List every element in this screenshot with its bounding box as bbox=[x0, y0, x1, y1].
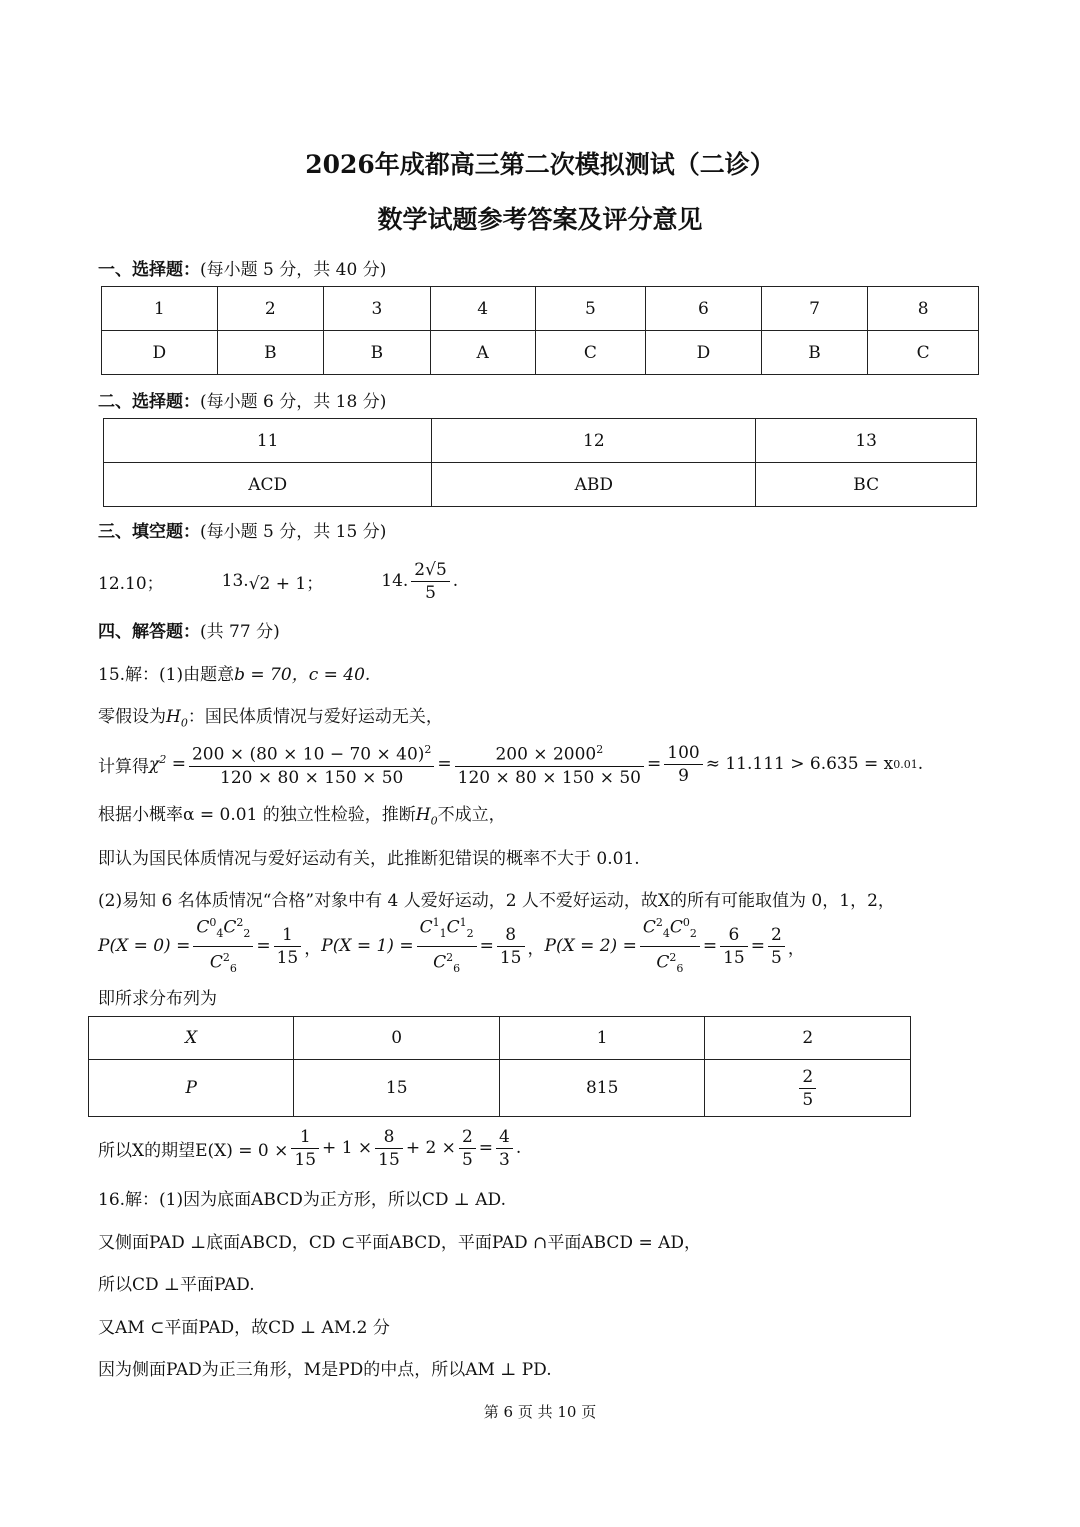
section-3-title: 三、填空题： bbox=[98, 522, 200, 542]
numerator: 2 bbox=[459, 1126, 476, 1149]
p2-fraction-2 bbox=[768, 924, 785, 969]
chi-result: ≈ 11.111 > 6.635 = x bbox=[705, 754, 894, 774]
table-cell: 1 bbox=[102, 287, 218, 331]
numerator-text: 200 × (80 × 10 − 70 × 40) bbox=[191, 744, 425, 765]
table-row bbox=[102, 331, 979, 375]
combination-fraction bbox=[193, 912, 253, 979]
ex-fraction bbox=[459, 1126, 476, 1171]
numerator: $200 \times (80 \times 10 - 70 \times 40)^2$ bbox=[189, 739, 434, 767]
q15-text: 根据小概率α = 0.01 的独立性检验，推断 bbox=[98, 805, 416, 825]
q15-text: 零假设为 bbox=[98, 707, 166, 727]
section-3-heading bbox=[98, 517, 386, 542]
denominator: 9 bbox=[678, 765, 689, 786]
distribution-table bbox=[88, 1016, 911, 1117]
q15-text: 不成立， bbox=[437, 805, 506, 825]
table-cell: D bbox=[102, 331, 218, 375]
table-cell bbox=[705, 1060, 911, 1117]
denominator: 15 bbox=[294, 1149, 317, 1170]
table-cell: BC bbox=[756, 463, 977, 507]
denominator: 5 bbox=[771, 947, 782, 968]
chi-fraction-1 bbox=[189, 739, 434, 789]
cell-text: P bbox=[185, 1078, 197, 1098]
table-cell: A bbox=[430, 331, 535, 375]
denominator: 5 bbox=[461, 1149, 473, 1170]
denominator: $C^2_6$ bbox=[209, 950, 237, 975]
table-row bbox=[89, 1017, 911, 1060]
table-cell: C bbox=[535, 331, 646, 375]
h0-symbol: $H_0$ bbox=[166, 707, 188, 730]
q15-chi-square-line: 计算得 $\chi^2$ = $\frac{200 \times (80 \times 10 - 70 \times 40)^2}{120 \times 80 \times 150 \times 50}$ = $\frac{200 \times 2000^2}{120 \times 80 \times 150 \times 50}$ = $\frac{100}{9}$ ≈ 11.111 > 6.635 = x 0.01 . bbox=[98, 738, 923, 790]
table-cell: 11 bbox=[104, 419, 432, 463]
answer-14-label: 14. bbox=[381, 571, 409, 591]
table-cell: 3 bbox=[324, 287, 431, 331]
section-2-heading bbox=[98, 387, 386, 412]
table-cell: 7 bbox=[761, 287, 868, 331]
section-4-note: (共 77 分) bbox=[200, 622, 280, 642]
h0-symbol: $H_0$ bbox=[415, 805, 438, 828]
table-cell: ABD bbox=[432, 463, 756, 507]
numerator: 4 bbox=[496, 1126, 513, 1149]
numerator: $C^0_4C^2_2$ bbox=[193, 912, 253, 946]
denominator: 5 bbox=[802, 1089, 814, 1110]
page-title: 2026年成都高三第二次模拟测试（二诊） bbox=[305, 150, 775, 179]
table-row bbox=[89, 1060, 911, 1117]
denominator: 15 bbox=[276, 947, 299, 968]
table-cell: 12 bbox=[432, 419, 756, 463]
section-4-title: 四、解答题： bbox=[98, 622, 200, 642]
table-cell: 13 bbox=[756, 419, 977, 463]
numerator-text: 200 × 2000 bbox=[495, 744, 597, 765]
q15-line-2 bbox=[98, 702, 443, 729]
denominator: 15 bbox=[378, 1149, 400, 1170]
section-1-title: 一、选择题： bbox=[98, 260, 200, 280]
cell-fraction bbox=[799, 1066, 816, 1111]
q16-line-5: 因为侧面PAD为正三角形，M是PD的中点，所以AM ⊥ PD. bbox=[98, 1360, 552, 1380]
section-4-heading bbox=[98, 617, 280, 642]
expectation-text: . bbox=[515, 1138, 522, 1158]
q15-expectation-line bbox=[98, 1122, 521, 1174]
table-cell: 6 bbox=[646, 287, 762, 331]
numerator: 100 bbox=[664, 742, 702, 765]
combination-fraction bbox=[417, 912, 477, 979]
denominator: $C^2_6$ bbox=[656, 950, 684, 975]
section-2-answer-table bbox=[103, 418, 977, 507]
numerator: $C^1_1C^1_2$ bbox=[417, 912, 477, 946]
answer-13: √2 + 1； bbox=[248, 573, 324, 594]
section-3-note: (每小题 5 分，共 15 分) bbox=[200, 522, 387, 542]
section-2-note: (每小题 6 分，共 18 分) bbox=[200, 392, 387, 412]
numerator: $200 \times 2000^2$ bbox=[455, 739, 644, 767]
numerator: 2 bbox=[768, 924, 785, 947]
expectation-text: = bbox=[478, 1138, 494, 1158]
q15-math: b = 70，c = 40. bbox=[234, 665, 371, 685]
q15-text: ：国民体质情况与爱好运动无关， bbox=[187, 707, 443, 727]
table-cell: 0 bbox=[294, 1017, 499, 1060]
answer-12: 12.10； bbox=[98, 573, 164, 594]
numerator: $C^2_4C^0_2$ bbox=[640, 912, 700, 946]
q15-line-4 bbox=[98, 800, 506, 827]
numerator: 1 bbox=[291, 1126, 319, 1149]
table-cell: 1 bbox=[499, 1017, 705, 1060]
denominator: 120 × 80 × 150 × 50 bbox=[457, 767, 641, 788]
combination-fraction bbox=[640, 912, 700, 979]
section-1-note: (每小题 5 分，共 40 分) bbox=[200, 260, 387, 280]
p0-fraction bbox=[274, 924, 302, 969]
table-cell: D bbox=[646, 331, 762, 375]
page-subtitle: 数学试题参考答案及评分意见 bbox=[377, 205, 703, 234]
answer-14-fraction bbox=[411, 559, 449, 604]
page-footer: 第 6 页 共 10 页 bbox=[483, 1403, 597, 1421]
q15-line-1 bbox=[98, 660, 370, 685]
numerator: 2√5 bbox=[411, 559, 449, 582]
expectation-text: 所以X的期望E(X) = 0 × bbox=[98, 1140, 289, 1161]
table-cell: B bbox=[761, 331, 868, 375]
section-1-heading bbox=[98, 255, 386, 280]
denominator: 120 × 80 × 150 × 50 bbox=[220, 767, 404, 788]
numerator: 8 bbox=[375, 1126, 403, 1149]
q15-text: 15.解：(1)由题意 bbox=[98, 665, 235, 685]
table-cell bbox=[89, 1060, 294, 1117]
q15-text: 计算得 bbox=[98, 756, 149, 777]
q15-line-6: (2)易知 6 名体质情况“合格”对象中有 4 人爱好运动，2 人不爱好运动，故X的所有可能取值为 0，1，2， bbox=[98, 891, 895, 911]
numerator: 8 bbox=[497, 924, 525, 947]
table-row bbox=[102, 287, 979, 331]
answer-14-end: . bbox=[452, 571, 459, 591]
answer-13-label: 13. bbox=[221, 571, 249, 591]
expectation-text: + 1 × bbox=[322, 1138, 373, 1158]
table-cell: 815 bbox=[499, 1060, 705, 1117]
denominator: $C^2_6$ bbox=[433, 950, 461, 975]
fill-in-answers bbox=[98, 556, 458, 606]
p2-fraction-1 bbox=[720, 924, 748, 969]
expectation-text: + 2 × bbox=[405, 1138, 456, 1158]
chi-fraction-3 bbox=[664, 742, 702, 787]
table-cell: 4 bbox=[430, 287, 535, 331]
q16-line-2: 又侧面PAD ⊥底面ABCD，CD ⊂平面ABCD，平面PAD ∩平面ABCD = AD， bbox=[98, 1233, 702, 1253]
q15-line-5: 即认为国民体质情况与爱好运动有关，此推断犯错误的概率不大于 0.01. bbox=[98, 849, 640, 869]
cell-text: X bbox=[185, 1028, 198, 1048]
section-1-answer-table bbox=[101, 286, 979, 375]
denominator: 3 bbox=[499, 1149, 510, 1170]
p1-fraction bbox=[497, 924, 525, 969]
table-cell: 2 bbox=[705, 1017, 911, 1060]
table-cell bbox=[89, 1017, 294, 1060]
numerator: 1 bbox=[274, 924, 302, 947]
table-cell: ACD bbox=[104, 463, 432, 507]
table-cell: 15 bbox=[294, 1060, 499, 1117]
denominator: 15 bbox=[499, 947, 522, 968]
ex-fraction bbox=[375, 1126, 403, 1171]
chi-fraction-2 bbox=[455, 739, 644, 789]
q16-line-3: 所以CD ⊥平面PAD. bbox=[98, 1275, 255, 1295]
q16-line-4: 又AM ⊂平面PAD，故CD ⊥ AM.2 分 bbox=[98, 1318, 390, 1338]
q16-line-1: 16.解：(1)因为底面ABCD为正方形，所以CD ⊥ AD. bbox=[98, 1190, 506, 1210]
table-cell: B bbox=[324, 331, 431, 375]
q15-line-8: 即所求分布列为 bbox=[98, 989, 217, 1009]
numerator: 6 bbox=[720, 924, 748, 947]
section-2-title: 二、选择题： bbox=[98, 392, 200, 412]
table-cell: C bbox=[868, 331, 979, 375]
table-row bbox=[104, 419, 977, 463]
denominator: 15 bbox=[723, 947, 745, 968]
q15-probability-line: P(X = 0) = $\frac{C^0_4C^2_2}{C^2_6}$ = $\frac{1}{15}$ ， P(X = 1) = $\frac{C^1_1C^1_2}{C^2_6}$ = $\frac{8}{15}$ ， P(X = 2) = $\frac{C^2_4C^0_2}{C^2_6}$ = $\frac{6}{15}$ = $\frac{2}{5}$ ， bbox=[98, 920, 805, 972]
numerator: 2 bbox=[799, 1066, 816, 1089]
table-cell: 5 bbox=[535, 287, 646, 331]
ex-fraction bbox=[291, 1126, 319, 1171]
table-row bbox=[104, 463, 977, 507]
chi-symbol: $\chi^2$ bbox=[149, 753, 167, 775]
table-cell: B bbox=[217, 331, 324, 375]
table-cell: 8 bbox=[868, 287, 979, 331]
table-cell: 2 bbox=[217, 287, 324, 331]
denominator: 5 bbox=[425, 582, 436, 603]
ex-fraction bbox=[496, 1126, 513, 1171]
